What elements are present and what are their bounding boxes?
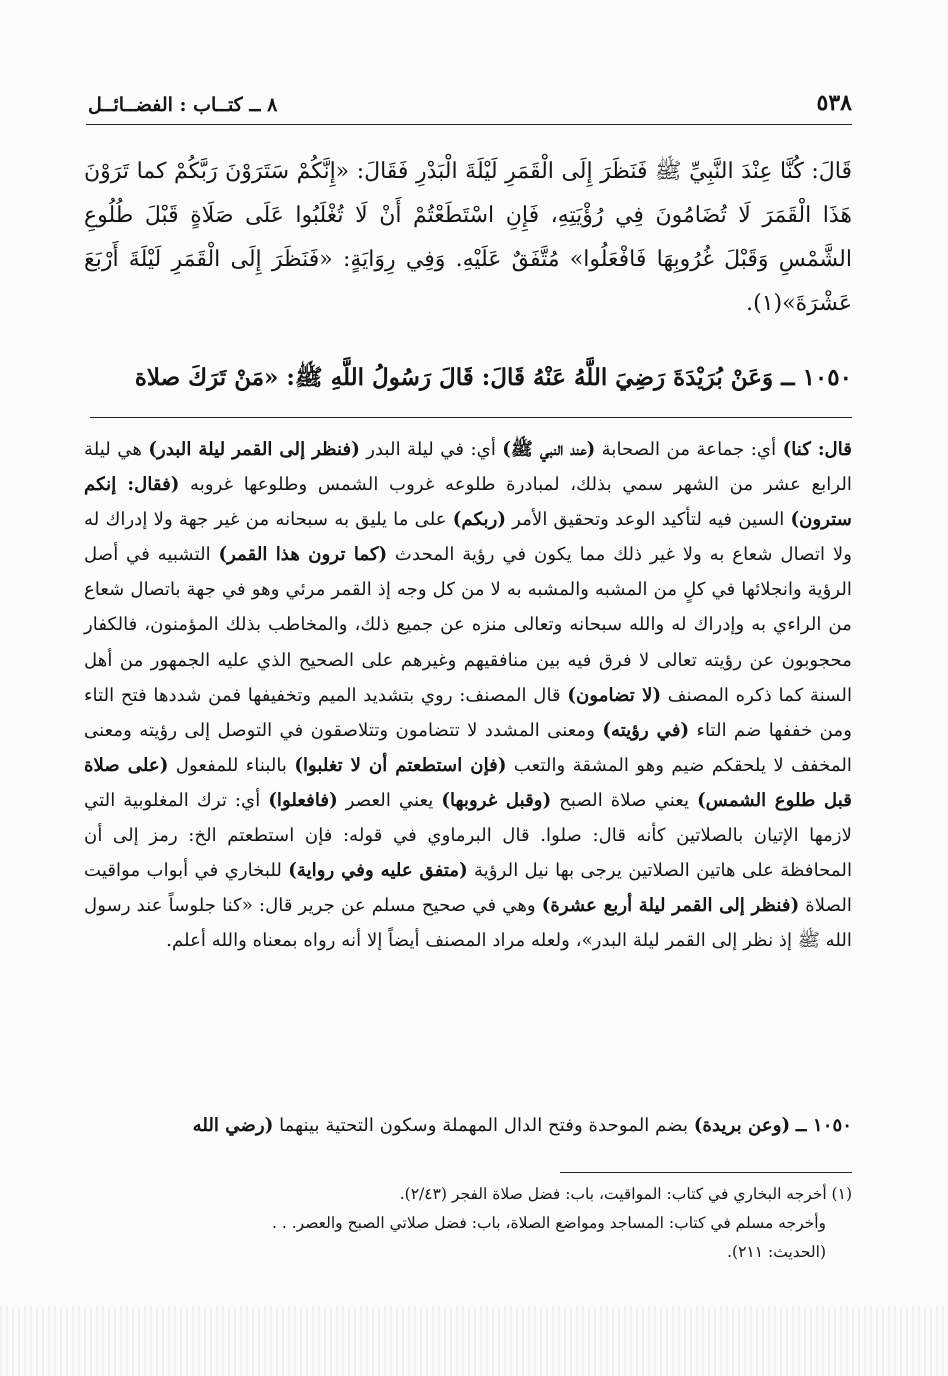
commentary-span: على ما يليق به سبحانه من غير جهة ولا إدراك له ولا اتصال شعاع به ولا غير ذلك مما يكون في رؤية المحدث — [84, 509, 852, 566]
commentary-bold: قال: كنا) — [782, 439, 852, 460]
header-rule — [86, 124, 852, 125]
commentary-span: هي ليلة الرابع عشر من الشهر سمي بذلك، لمبادرة طلوعه غروب الشمس وطلوعها غروبه — [84, 439, 852, 496]
commentary-span: وهي في صحيح مسلم عن جرير قال: «كنا جلوساً عند رسول الله ﷺ إذ نظر إلى القمر ليلة البدر»، ولعله مراد المصنف أيضاً إلا أنه رواه بمعناه والله أعلم. — [84, 895, 852, 952]
commentary-span: التشبيه في أصل الرؤية وانجلائها في كلٍ من المشبه والمشبه به لا من كل وجه إذ القمر مرئي وهو في جهة باتصال شعاع من الراءي به وإدراك له والله سبحانه وتعالى منزه عن جميع ذلك، والمخاطب بذلك المؤمنون، فالكفار محجوبون عن رؤيته تعالى لا فرق فيه بين منافقيهم وغيرهم على الصحيح الذي عليه الجمهور من أهل السنة كما ذكره المصنف — [84, 544, 852, 706]
commentary-divider — [90, 417, 852, 418]
next-commentary-number: ١٠٥٠ ــ — [795, 1115, 852, 1136]
commentary-span: يعني العصر — [337, 789, 442, 811]
hadith-text: قَالَ: كُنَّا عِنْدَ النَّبِيِّ ﷺ فَنَظَرَ إِلَى الْقَمَرِ لَيْلَةَ الْبَدْرِ فَقَالَ: «إِنَّكُمْ سَتَرَوْنَ رَبَّكُمْ كما تَرَوْنَ هَذَا الْقَمَرَ لَا تُضَامُونَ فِي رُؤْيَتِهِ، فَإِنِ اسْتَطَعْتُمْ أَنْ لَا تُغْلَبُوا عَلَى صَلَاةٍ قَبْلَ طُلُوعِ الشَّمْسِ وَقَبْلَ غُرُوبِهَا فَافْعَلُوا» مُتَّفَقٌ عَلَيْهِ. وَفِي رِوَايَةٍ: «فَنَظَرَ إِلَى الْقَمَرِ لَيْلَةَ أَرْبَعَ عَشْرَةَ»(١). — [84, 159, 852, 316]
footnote-rule — [560, 1172, 852, 1173]
next-hadith-text: وَعَنْ بُرَيْدَةَ رَضِيَ اللَّهُ عَنْهُ قَالَ: قَالَ رَسُولُ اللَّهِ ﷺ: «مَنْ تَرَكَ صلاة — [134, 364, 774, 391]
footnote-line: وأخرجه مسلم في كتاب: المساجد ومواضع الصلاة، باب: فضل صلاتي الصبح والعصر. . . — [272, 1214, 826, 1232]
commentary-span: أي: في ليلة البدر — [359, 439, 503, 460]
footnotes — [84, 1180, 852, 1267]
commentary-bold: (في رؤيته) — [602, 719, 690, 741]
scan-artifact — [0, 1306, 948, 1376]
footnote-line: (١) أخرجه البخاري في كتاب: المواقيت، باب: فضل صلاة الفجر (٢/٤٣). — [399, 1185, 852, 1203]
commentary-bold: (متفق عليه وفي رواية) — [288, 860, 468, 882]
commentary-span: قال المصنف: روي بتشديد الميم وتخفيفها فمن شددها فتح التاء ومن خففها ضم التاء — [84, 684, 852, 741]
commentary-bold: (فافعلوا) — [268, 789, 338, 811]
next-hadith-start — [84, 356, 852, 400]
commentary-bold: (فنظر إلى القمر ليلة البدر) — [148, 439, 360, 460]
next-hadith-number: ١٠٥٠ ــ — [781, 364, 852, 391]
commentary-span: السين فيه لتأكيد الوعد وتحقيق الأمر — [506, 509, 791, 531]
next-commentary-bold: (وعن بريدة) — [693, 1115, 791, 1136]
footnote-line: (الحديث: ٢١١). — [727, 1243, 826, 1261]
commentary-bold: (كما ترون هذا القمر) — [218, 544, 388, 566]
commentary-span: ومعنى المشدد لا تتضامون وتتلاصقون في التوصل إلى رؤيته ومعنى المخفف لا يلحقكم ضيم وهو المشقة والتعب — [84, 719, 852, 776]
next-commentary-text: بضم الموحدة وفتح الدال المهملة وسكون التحتية بينهما — [273, 1115, 694, 1136]
page-header — [88, 84, 852, 116]
commentary-bold: (لا تضامون) — [567, 684, 662, 706]
next-commentary-bold: (رضي الله — [192, 1115, 274, 1136]
chapter-title: ٨ ــ كتــاب : الفضــائــل — [88, 94, 278, 116]
commentary-bold: (ربكم) — [452, 509, 507, 531]
commentary-span: بالبناء للمفعول — [168, 754, 295, 776]
next-commentary-start — [84, 1108, 852, 1143]
commentary-span: أي: ترك المغلوبية التي لازمها الإتيان بالصلاتين كأنه قال: صلوا. قال البرماوي في قوله: فإن استطعتم الخ: رمز إلى أن المحافظة على هاتين الصلاتين يرجى بها نيل الرؤية — [84, 789, 852, 882]
commentary-text — [84, 432, 852, 958]
commentary-span: للبخاري في أبواب مواقيت الصلاة — [84, 860, 852, 917]
page-number: ٥٣٨ — [816, 90, 852, 116]
commentary-bold: (فقال: إنكم سترون) — [84, 474, 852, 531]
commentary-bold: (فنظر إلى القمر ليلة أربع عشرة) — [541, 895, 800, 917]
commentary-bold: (وقبل غروبها) — [441, 789, 552, 811]
commentary-bold: (على صلاة قبل طلوع الشمس) — [84, 754, 852, 811]
commentary-span: يعني صلاة الصبح — [551, 789, 698, 811]
commentary-bold: (فإن استطعتم أن لا تغلبوا) — [294, 754, 507, 776]
commentary-span: أي: جماعة من الصحابة — [595, 439, 783, 460]
commentary-bold: (عند النبي ﷺ) — [502, 439, 596, 460]
